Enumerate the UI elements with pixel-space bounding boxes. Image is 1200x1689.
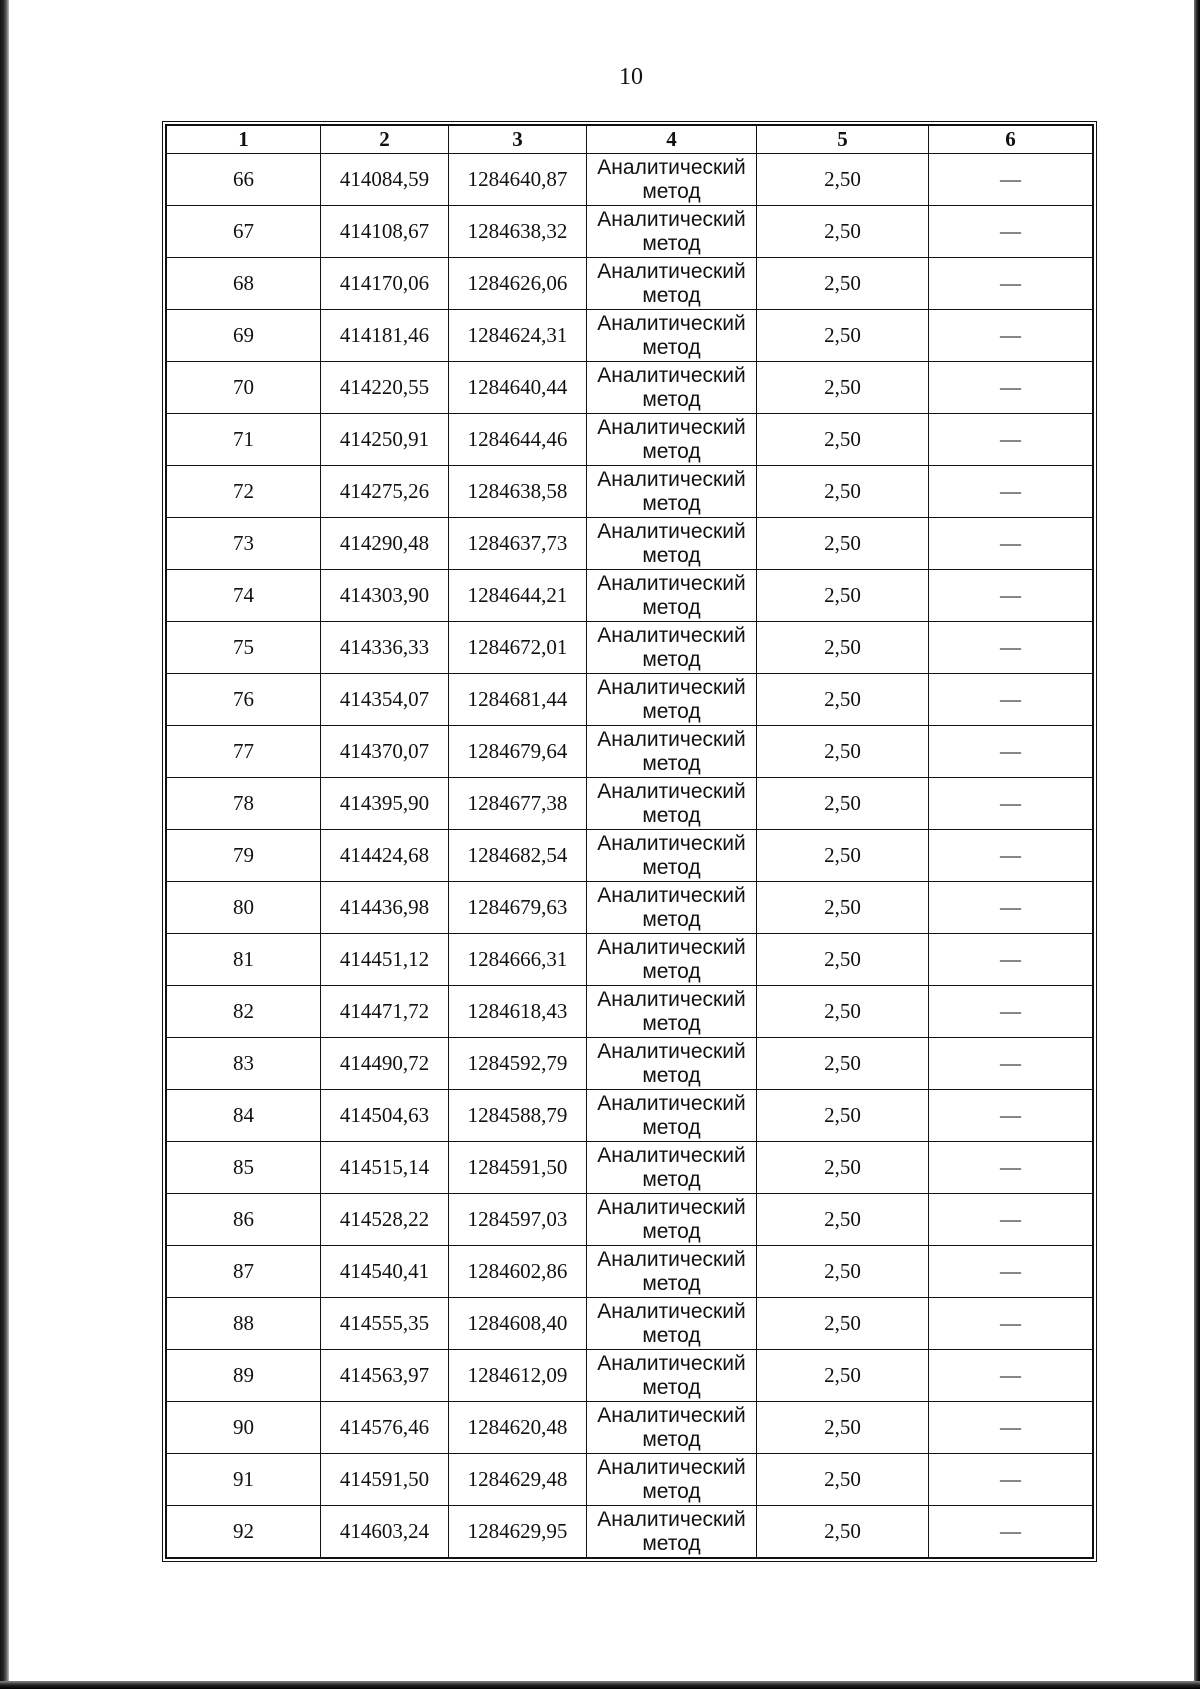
cell-accuracy: 2,50 [757,206,929,258]
table-row [167,986,1093,1038]
cell-coordinate-y: 1284640,87 [449,154,587,206]
method-line-2: метод [642,855,701,879]
cell-coordinate-y: 1284620,48 [449,1402,587,1454]
cell-coordinate-y: 1284666,31 [449,934,587,986]
method-line-1: Аналитический [597,935,746,959]
method-line-2: метод [642,1375,701,1399]
cell-point-number: 75 [167,622,321,674]
cell-method [587,258,757,310]
table-row [167,1090,1093,1142]
cell-note: — [929,518,1093,570]
cell-note: — [929,570,1093,622]
cell-accuracy: 2,50 [757,1246,929,1298]
method-line-2: метод [642,1271,701,1295]
cell-accuracy: 2,50 [757,726,929,778]
scan-edge-bottom [0,1681,1200,1689]
table-row [167,206,1093,258]
cell-method [587,154,757,206]
cell-coordinate-y: 1284644,46 [449,414,587,466]
cell-coordinate-y: 1284629,48 [449,1454,587,1506]
table-row [167,154,1093,206]
table-row [167,414,1093,466]
cell-point-number: 67 [167,206,321,258]
table-row [167,934,1093,986]
cell-note: — [929,154,1093,206]
cell-note: — [929,362,1093,414]
method-line-2: метод [642,1115,701,1139]
cell-note: — [929,1142,1093,1194]
method-line-1: Аналитический [597,1299,746,1323]
method-line-1: Аналитический [597,1403,746,1427]
cell-accuracy: 2,50 [757,1506,929,1558]
method-line-2: метод [642,283,701,307]
table-row [167,830,1093,882]
coordinates-table-frame [162,121,1097,1562]
cell-method [587,726,757,778]
cell-note: — [929,1454,1093,1506]
cell-note: — [929,830,1093,882]
table-row [167,1298,1093,1350]
cell-coordinate-y: 1284679,63 [449,882,587,934]
method-line-1: Аналитический [597,779,746,803]
cell-point-number: 78 [167,778,321,830]
method-line-1: Аналитический [597,1351,746,1375]
cell-note: — [929,310,1093,362]
cell-accuracy: 2,50 [757,1350,929,1402]
cell-method [587,778,757,830]
cell-note: — [929,466,1093,518]
method-line-1: Аналитический [597,467,746,491]
cell-note: — [929,1038,1093,1090]
cell-coordinate-x: 414490,72 [321,1038,449,1090]
table-row [167,518,1093,570]
cell-method [587,830,757,882]
method-line-1: Аналитический [597,883,746,907]
cell-accuracy: 2,50 [757,466,929,518]
cell-coordinate-y: 1284681,44 [449,674,587,726]
table-body [167,154,1093,1558]
cell-point-number: 86 [167,1194,321,1246]
cell-point-number: 83 [167,1038,321,1090]
cell-point-number: 69 [167,310,321,362]
cell-coordinate-x: 414576,46 [321,1402,449,1454]
cell-point-number: 80 [167,882,321,934]
cell-coordinate-x: 414336,33 [321,622,449,674]
scan-edge-left [0,0,9,1689]
cell-point-number: 74 [167,570,321,622]
cell-point-number: 73 [167,518,321,570]
method-line-2: метод [642,491,701,515]
cell-coordinate-y: 1284618,43 [449,986,587,1038]
table-row [167,778,1093,830]
method-line-1: Аналитический [597,1039,746,1063]
table-row [167,1350,1093,1402]
method-line-2: метод [642,1167,701,1191]
cell-coordinate-x: 414250,91 [321,414,449,466]
cell-point-number: 89 [167,1350,321,1402]
cell-coordinate-y: 1284626,06 [449,258,587,310]
cell-coordinate-x: 414303,90 [321,570,449,622]
cell-accuracy: 2,50 [757,986,929,1038]
cell-coordinate-x: 414504,63 [321,1090,449,1142]
cell-coordinate-x: 414540,41 [321,1246,449,1298]
cell-point-number: 76 [167,674,321,726]
cell-method [587,414,757,466]
table-row [167,882,1093,934]
method-line-2: метод [642,335,701,359]
method-line-2: метод [642,1531,701,1555]
method-line-2: метод [642,1219,701,1243]
cell-coordinate-y: 1284624,31 [449,310,587,362]
cell-coordinate-x: 414170,06 [321,258,449,310]
cell-coordinate-y: 1284672,01 [449,622,587,674]
column-header: 3 [449,126,587,154]
method-line-1: Аналитический [597,1143,746,1167]
method-line-2: метод [642,907,701,931]
method-line-1: Аналитический [597,415,746,439]
method-line-2: метод [642,1323,701,1347]
table-row [167,1454,1093,1506]
table-row [167,362,1093,414]
cell-coordinate-y: 1284682,54 [449,830,587,882]
method-line-2: метод [642,595,701,619]
cell-coordinate-x: 414603,24 [321,1506,449,1558]
column-header: 4 [587,126,757,154]
cell-method [587,362,757,414]
cell-method [587,1402,757,1454]
method-line-1: Аналитический [597,1195,746,1219]
method-line-1: Аналитический [597,623,746,647]
cell-accuracy: 2,50 [757,518,929,570]
cell-coordinate-y: 1284644,21 [449,570,587,622]
method-line-1: Аналитический [597,311,746,335]
cell-note: — [929,1246,1093,1298]
cell-accuracy: 2,50 [757,1194,929,1246]
cell-coordinate-y: 1284640,44 [449,362,587,414]
method-line-2: метод [642,647,701,671]
cell-note: — [929,1298,1093,1350]
method-line-2: метод [642,179,701,203]
table-row [167,258,1093,310]
cell-accuracy: 2,50 [757,934,929,986]
cell-method [587,518,757,570]
method-line-2: метод [642,1063,701,1087]
method-line-2: метод [642,699,701,723]
cell-coordinate-y: 1284592,79 [449,1038,587,1090]
cell-accuracy: 2,50 [757,778,929,830]
cell-coordinate-x: 414290,48 [321,518,449,570]
method-line-1: Аналитический [597,987,746,1011]
cell-note: — [929,1090,1093,1142]
method-line-1: Аналитический [597,259,746,283]
method-line-2: метод [642,803,701,827]
cell-point-number: 66 [167,154,321,206]
cell-note: — [929,1350,1093,1402]
cell-note: — [929,674,1093,726]
method-line-2: метод [642,543,701,567]
cell-point-number: 72 [167,466,321,518]
cell-coordinate-y: 1284637,73 [449,518,587,570]
cell-note: — [929,1194,1093,1246]
cell-coordinate-y: 1284597,03 [449,1194,587,1246]
cell-method [587,570,757,622]
cell-method [587,1246,757,1298]
method-line-2: метод [642,1011,701,1035]
cell-coordinate-x: 414555,35 [321,1298,449,1350]
cell-note: — [929,206,1093,258]
cell-coordinate-x: 414108,67 [321,206,449,258]
cell-method [587,206,757,258]
table-row [167,570,1093,622]
cell-point-number: 88 [167,1298,321,1350]
column-header: 2 [321,126,449,154]
cell-note: — [929,986,1093,1038]
table-header-row [167,126,1093,154]
cell-point-number: 70 [167,362,321,414]
cell-coordinate-y: 1284679,64 [449,726,587,778]
cell-coordinate-y: 1284677,38 [449,778,587,830]
method-line-1: Аналитический [597,1247,746,1271]
cell-coordinate-y: 1284612,09 [449,1350,587,1402]
cell-accuracy: 2,50 [757,362,929,414]
cell-coordinate-x: 414563,97 [321,1350,449,1402]
method-line-2: метод [642,439,701,463]
cell-note: — [929,1402,1093,1454]
method-line-1: Аналитический [597,571,746,595]
scan-edge-right [1194,0,1200,1689]
cell-note: — [929,778,1093,830]
cell-accuracy: 2,50 [757,1038,929,1090]
cell-accuracy: 2,50 [757,882,929,934]
table-row [167,1038,1093,1090]
cell-coordinate-x: 414220,55 [321,362,449,414]
cell-coordinate-y: 1284591,50 [449,1142,587,1194]
method-line-2: метод [642,1479,701,1503]
cell-note: — [929,934,1093,986]
method-line-1: Аналитический [597,675,746,699]
method-line-1: Аналитический [597,1507,746,1531]
method-line-1: Аналитический [597,727,746,751]
cell-point-number: 91 [167,1454,321,1506]
cell-point-number: 92 [167,1506,321,1558]
cell-method [587,1090,757,1142]
cell-accuracy: 2,50 [757,414,929,466]
cell-point-number: 79 [167,830,321,882]
cell-method [587,622,757,674]
method-line-2: метод [642,231,701,255]
table-row [167,310,1093,362]
coordinates-table [166,125,1093,1558]
cell-coordinate-y: 1284629,95 [449,1506,587,1558]
cell-method [587,1142,757,1194]
method-line-2: метод [642,387,701,411]
cell-method [587,1506,757,1558]
method-line-1: Аналитический [597,519,746,543]
method-line-2: метод [642,1427,701,1451]
table-row [167,466,1093,518]
method-line-1: Аналитический [597,1455,746,1479]
cell-method [587,1298,757,1350]
cell-coordinate-x: 414370,07 [321,726,449,778]
cell-coordinate-x: 414424,68 [321,830,449,882]
table-row [167,674,1093,726]
table-row [167,622,1093,674]
cell-accuracy: 2,50 [757,1090,929,1142]
table-row [167,1402,1093,1454]
cell-accuracy: 2,50 [757,622,929,674]
cell-method [587,674,757,726]
cell-accuracy: 2,50 [757,1402,929,1454]
cell-point-number: 68 [167,258,321,310]
method-line-1: Аналитический [597,363,746,387]
cell-method [587,1454,757,1506]
cell-note: — [929,882,1093,934]
cell-coordinate-y: 1284638,32 [449,206,587,258]
method-line-1: Аналитический [597,155,746,179]
cell-note: — [929,726,1093,778]
cell-point-number: 84 [167,1090,321,1142]
column-header: 1 [167,126,321,154]
cell-coordinate-x: 414515,14 [321,1142,449,1194]
cell-method [587,466,757,518]
cell-coordinate-y: 1284602,86 [449,1246,587,1298]
cell-point-number: 82 [167,986,321,1038]
cell-accuracy: 2,50 [757,674,929,726]
cell-method [587,310,757,362]
table-row [167,1194,1093,1246]
page-number: 10 [619,64,643,90]
method-line-1: Аналитический [597,831,746,855]
cell-method [587,934,757,986]
cell-note: — [929,258,1093,310]
table-row [167,1246,1093,1298]
method-line-2: метод [642,751,701,775]
cell-point-number: 77 [167,726,321,778]
cell-accuracy: 2,50 [757,1454,929,1506]
method-line-2: метод [642,959,701,983]
cell-point-number: 81 [167,934,321,986]
cell-accuracy: 2,50 [757,1142,929,1194]
cell-coordinate-x: 414591,50 [321,1454,449,1506]
cell-coordinate-x: 414275,26 [321,466,449,518]
cell-coordinate-y: 1284588,79 [449,1090,587,1142]
cell-point-number: 85 [167,1142,321,1194]
cell-coordinate-y: 1284608,40 [449,1298,587,1350]
cell-accuracy: 2,50 [757,1298,929,1350]
cell-note: — [929,622,1093,674]
cell-note: — [929,1506,1093,1558]
table-row [167,726,1093,778]
cell-accuracy: 2,50 [757,570,929,622]
cell-method [587,1194,757,1246]
cell-coordinate-x: 414395,90 [321,778,449,830]
cell-method [587,1350,757,1402]
method-line-1: Аналитический [597,207,746,231]
cell-coordinate-y: 1284638,58 [449,466,587,518]
cell-coordinate-x: 414528,22 [321,1194,449,1246]
cell-coordinate-x: 414436,98 [321,882,449,934]
cell-method [587,882,757,934]
column-header: 5 [757,126,929,154]
method-line-1: Аналитический [597,1091,746,1115]
cell-method [587,1038,757,1090]
cell-coordinate-x: 414181,46 [321,310,449,362]
table-row [167,1506,1093,1558]
cell-coordinate-x: 414084,59 [321,154,449,206]
cell-coordinate-x: 414451,12 [321,934,449,986]
cell-accuracy: 2,50 [757,258,929,310]
cell-method [587,986,757,1038]
cell-note: — [929,414,1093,466]
cell-accuracy: 2,50 [757,310,929,362]
cell-accuracy: 2,50 [757,830,929,882]
cell-coordinate-x: 414354,07 [321,674,449,726]
cell-point-number: 71 [167,414,321,466]
table-row [167,1142,1093,1194]
cell-accuracy: 2,50 [757,154,929,206]
column-header: 6 [929,126,1093,154]
cell-point-number: 90 [167,1402,321,1454]
cell-coordinate-x: 414471,72 [321,986,449,1038]
cell-point-number: 87 [167,1246,321,1298]
